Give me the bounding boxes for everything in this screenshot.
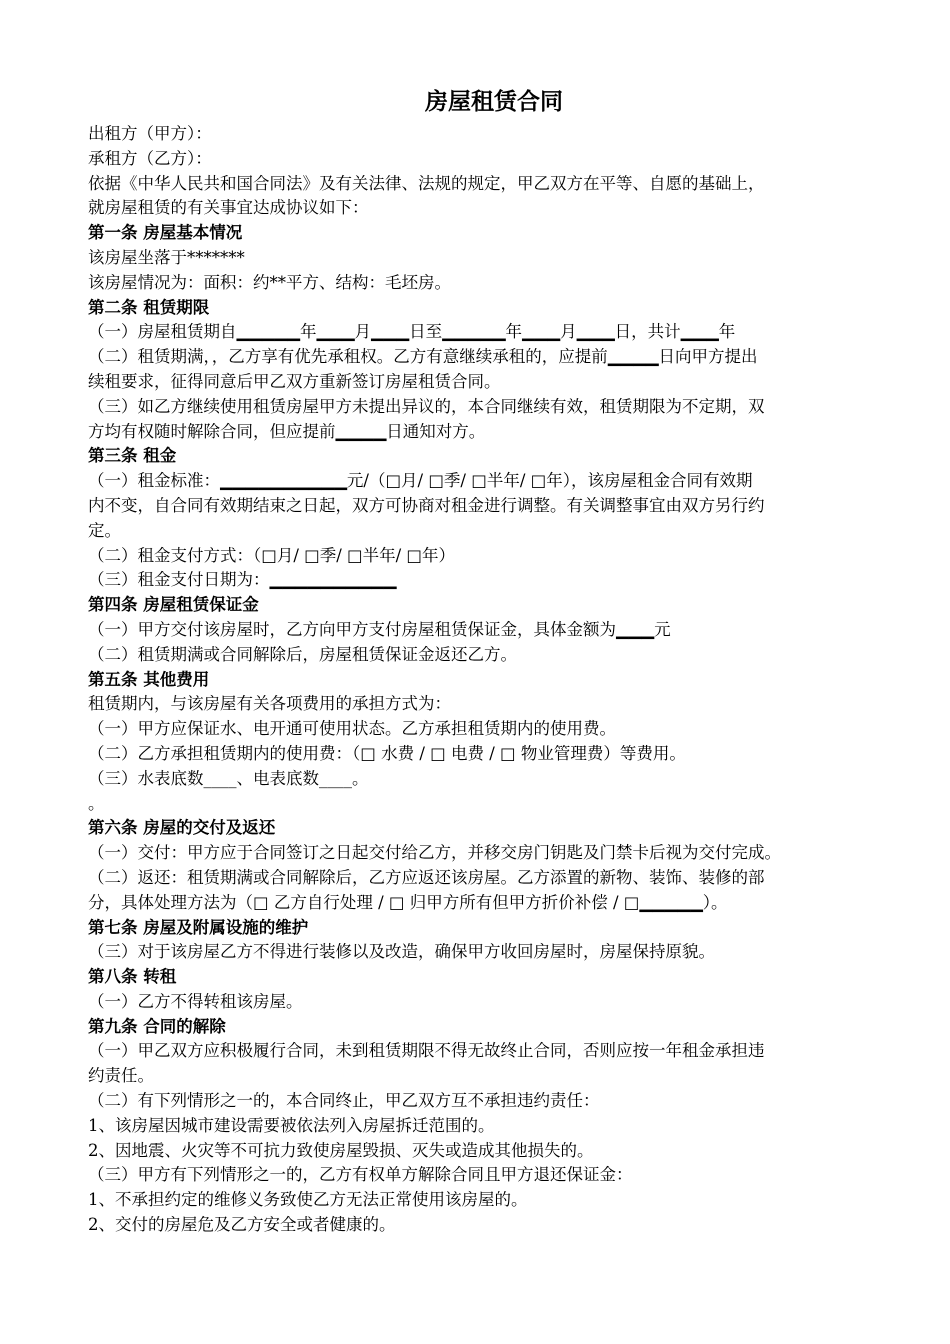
paragraph-line: 租赁期内，与该房屋有关各项费用的承担方式为： — [88, 694, 451, 714]
section-heading: 第三条 租金 — [88, 446, 177, 466]
paragraph-line: （三）如乙方继续使用租赁房屋甲方未提出异议的，本合同继续有效，租赁期限为不定期，双 — [88, 396, 765, 416]
paragraph-line: 该房屋坐落于******* — [88, 247, 245, 267]
paragraph-line: 出租方（甲方）： — [88, 124, 212, 143]
paragraph-line: 该房屋情况为：面积：约**平方、结构：毛坯房。 — [88, 272, 451, 292]
paragraph-line: 定。 — [88, 520, 121, 540]
paragraph-line: 方均有权随时解除合同，但应提前▁▁▁▁日通知对方。 — [88, 421, 486, 441]
paragraph-line: 内不变，自合同有效期结束之日起，双方可协商对租金进行调整。有关调整事宜由双方另行约 — [88, 495, 765, 515]
contract-page — [88, 86, 888, 1238]
paragraph-line: 承租方（乙方）： — [88, 148, 212, 168]
section-heading: 第六条 房屋的交付及返还 — [88, 818, 276, 838]
paragraph-line: 1、不承担约定的维修义务致使乙方无法正常使用该房屋的。 — [88, 1190, 528, 1210]
section-heading: 第九条 合同的解除 — [88, 1016, 226, 1036]
paragraph-line: （二）租金支付方式：（□月/ □季/ □半年/ □年） — [88, 545, 456, 565]
paragraph-line: （二）乙方承担租赁期内的使用费：（□ 水费 / □ 电费 / □ 物业管理费）等费用。 — [88, 743, 686, 763]
paragraph-line: （二）租赁期满，，乙方享有优先承租权。乙方有意继续承租的，应提前▁▁▁▁日向甲方提出 — [88, 347, 758, 367]
paragraph-line: （一）租金标准：▁▁▁▁▁▁▁▁▁▁元/（□月/ □季/ □半年/ □年），该房屋租金合同有效期 — [88, 471, 753, 491]
paragraph-line: （二）有下列情形之一的，本合同终止，甲乙双方互不承担违约责任： — [88, 1091, 600, 1111]
paragraph-line: 约责任。 — [88, 1066, 154, 1086]
paragraph-line: （二）租赁期满或合同解除后，房屋租赁保证金返还乙方。 — [88, 644, 517, 664]
paragraph-line: 续租要求，征得同意后甲乙双方重新签订房屋租赁合同。 — [88, 371, 501, 391]
section-heading: 第八条 转租 — [88, 967, 177, 987]
paragraph-line: （三）租金支付日期为：▁▁▁▁▁▁▁▁▁▁ — [88, 570, 397, 590]
section-heading: 第二条 租赁期限 — [88, 297, 210, 317]
paragraph-line: 分，具体处理方法为（□ 乙方自行处理 / □ 归甲方所有但甲方折价补偿 / □▁▁▁▁▁）。 — [88, 892, 728, 912]
paragraph-line: （三）对于该房屋乙方不得进行装修以及改造，确保甲方收回房屋时，房屋保持原貌。 — [88, 942, 715, 962]
section-heading: 第一条 房屋基本情况 — [88, 223, 243, 243]
paragraph-line: 依据《中华人民共和国合同法》及有关法律、法规的规定，甲乙双方在平等、自愿的基础上， — [88, 173, 765, 193]
paragraph-line: （三）水表底数____、电表底数____。 — [88, 768, 369, 788]
section-heading: 第七条 房屋及附属设施的维护 — [88, 917, 309, 937]
paragraph-line: （三）甲方有下列情形之一的，乙方有权单方解除合同且甲方退还保证金： — [88, 1165, 633, 1185]
paragraph-line: （一）交付：甲方应于合同签订之日起交付给乙方，并移交房门钥匙及门禁卡后视为交付完成。 — [88, 843, 781, 863]
paragraph-line: （一）甲方应保证水、电开通可使用状态。乙方承担租赁期内的使用费。 — [88, 719, 616, 739]
paragraph-line: 1、该房屋因城市建设需要被依法列入房屋拆迁范围的。 — [88, 1115, 495, 1135]
paragraph-line: （一）甲乙双方应积极履行合同，未到租赁期限不得无故终止合同，否则应按一年租金承担违 — [88, 1041, 765, 1061]
document-title: 房屋租赁合同 — [425, 88, 563, 115]
paragraph-line: 就房屋租赁的有关事宜达成协议如下： — [88, 198, 369, 218]
section-heading: 第四条 房屋租赁保证金 — [88, 595, 259, 615]
paragraph-line: （一）房屋租赁期自▁▁▁▁▁年▁▁▁月▁▁▁日至▁▁▁▁▁年▁▁▁月▁▁▁日，共计▁▁▁年 — [88, 322, 736, 342]
paragraph-line: 2、因地震、火灾等不可抗力致使房屋毁损、灭失或造成其他损失的。 — [88, 1140, 594, 1160]
section-heading: 第五条 其他费用 — [88, 669, 210, 689]
paragraph-line: （二）返还：租赁期满或合同解除后，乙方应返还该房屋。乙方添置的新物、装饰、装修的部 — [88, 867, 765, 887]
document-body — [88, 122, 888, 1238]
paragraph-line: （一）乙方不得转租该房屋。 — [88, 991, 303, 1011]
paragraph-line: 。 — [88, 793, 105, 813]
paragraph-line: （一）甲方交付该房屋时，乙方向甲方支付房屋租赁保证金，具体金额为▁▁▁元 — [88, 619, 671, 639]
paragraph-line: 2、交付的房屋危及乙方安全或者健康的。 — [88, 1215, 396, 1235]
